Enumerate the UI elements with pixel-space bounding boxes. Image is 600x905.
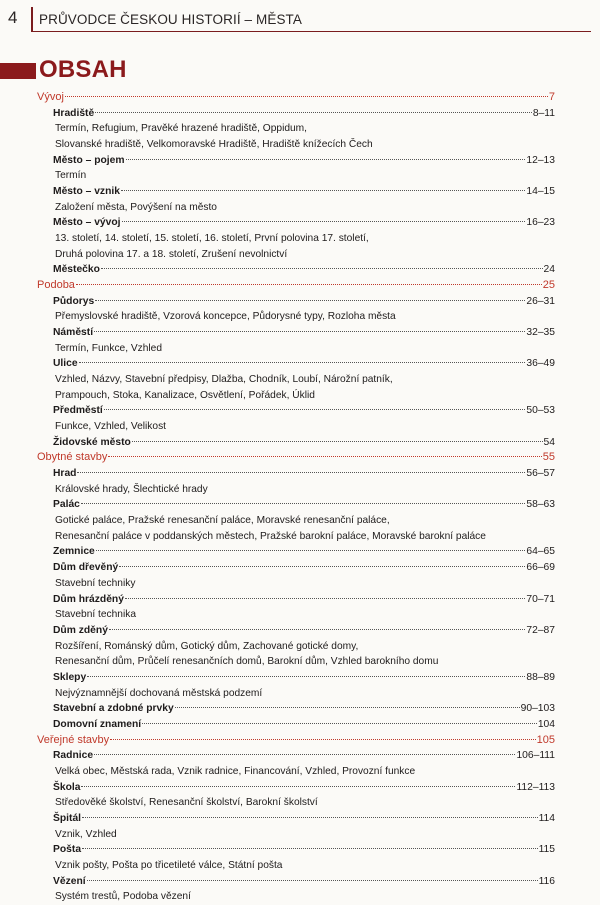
toc-page-number: 72–87 <box>526 624 555 636</box>
toc-page-number: 70–71 <box>526 593 555 605</box>
toc-subtopics: Stavební technika <box>55 609 136 621</box>
header-rule <box>31 31 591 32</box>
toc-label: Sklepy <box>53 671 87 683</box>
toc-subtopics: Gotické paláce, Pražské renesanční paláce, Moravské renesanční paláce, <box>55 515 390 527</box>
toc-entry <box>37 262 555 278</box>
toc-entry <box>37 701 555 717</box>
toc-entry <box>37 874 555 890</box>
toc-label: Radnice <box>53 750 94 762</box>
toc-page-number: 104 <box>537 718 555 730</box>
toc-label: Domovní znamení <box>53 718 142 730</box>
toc-subtopics: Nejvýznamnější dochovaná městská podzemí <box>55 687 263 699</box>
toc-label: Městečko <box>53 264 100 276</box>
header-divider <box>31 7 33 31</box>
dot-leader <box>81 786 515 787</box>
toc-entry <box>37 466 555 482</box>
toc-label: Náměstí <box>53 327 94 339</box>
toc-page-number: 24 <box>543 264 555 276</box>
dot-leader <box>82 848 538 849</box>
toc-entry <box>37 623 555 639</box>
dot-leader <box>142 723 537 724</box>
toc-page-number: 16–23 <box>526 217 555 229</box>
toc-page-number: 12–13 <box>526 154 555 166</box>
toc-label: Město – pojem <box>53 154 125 166</box>
toc-entry <box>37 325 555 341</box>
dot-leader <box>175 707 520 708</box>
toc-subtopics: Prampouch, Stoka, Kanalizace, Osvětlení, Pořádek, Úklid <box>55 389 315 401</box>
dot-leader <box>81 503 525 504</box>
toc-entry <box>37 780 555 796</box>
toc-subtopics: Vznik pošty, Pošta po třicetileté válce, Státní pošta <box>55 859 283 871</box>
toc-subtopics: Termín, Refugium, Pravěké hrazené hradiště, Oppidum, <box>55 123 307 135</box>
toc-subtopics: Vznik, Vzhled <box>55 828 117 840</box>
dot-leader <box>82 817 538 818</box>
toc-page-number: 50–53 <box>526 405 555 417</box>
dot-leader <box>95 300 525 301</box>
dot-leader <box>65 96 548 97</box>
title-accent-block <box>0 63 36 79</box>
toc-subtopics: Velká obec, Městská rada, Vznik radnice, Financování, Vzhled, Provozní funkce <box>55 765 416 777</box>
toc-page-number: 14–15 <box>526 186 555 198</box>
toc-page-number: 114 <box>538 812 555 824</box>
toc-label: Pošta <box>53 844 82 856</box>
toc-label: Dům dřevěný <box>53 562 119 574</box>
toc-subtopics: Rozšíření, Románský dům, Gotický dům, Zachované gotické domy, <box>55 640 359 652</box>
page-title: OBSAH <box>39 56 127 83</box>
toc-label: Podoba <box>37 279 75 292</box>
toc-subtopics: Systém trestů, Podoba vězení <box>55 891 191 903</box>
dot-leader <box>132 441 543 442</box>
toc-entry <box>37 592 555 608</box>
toc-label: Vězení <box>53 875 86 887</box>
toc-subtopics: Renesanční paláce v poddanských městech, Pražské barokní paláce, Moravské barokní paláce <box>55 530 486 542</box>
toc-entry <box>37 184 555 200</box>
toc-label: Palác <box>53 499 80 511</box>
toc-page-number: 54 <box>543 436 555 448</box>
toc-entry <box>37 215 555 231</box>
dot-leader <box>76 284 542 285</box>
toc-subtopics: Přemyslovské hradiště, Vzorová koncepce, Půdorysné typy, Rozloha města <box>55 311 396 323</box>
toc-label: Zemnice <box>53 546 95 558</box>
toc-entry <box>37 748 555 764</box>
dot-leader <box>95 112 532 113</box>
toc-entry <box>37 670 555 686</box>
toc-page-number: 64–65 <box>526 546 555 558</box>
toc-page-number: 90–103 <box>520 703 555 715</box>
dot-leader <box>87 880 538 881</box>
toc-subtopics: Termín <box>55 170 87 182</box>
toc-page-number: 106–111 <box>516 750 555 762</box>
toc-label: Hrad <box>53 468 77 480</box>
toc-subtopics: Vzhled, Názvy, Stavební předpisy, Dlažba, Chodník, Loubí, Nárožní patník, <box>55 374 393 386</box>
toc-entry <box>37 403 555 419</box>
toc-page-number: 88–89 <box>526 671 555 683</box>
dot-leader <box>104 409 526 410</box>
toc-entry <box>37 356 555 372</box>
toc-subtopics: Středověké školství, Renesanční školství, Barokní školství <box>55 797 318 809</box>
running-title: PRŮVODCE ČESKOU HISTORIÍ – MĚSTA <box>39 12 302 27</box>
toc-entry <box>37 842 555 858</box>
dot-leader <box>87 676 525 677</box>
toc-label: Dům zděný <box>53 624 108 636</box>
toc-entry <box>37 811 555 827</box>
toc-page-number: 56–57 <box>526 468 555 480</box>
toc-entry <box>37 560 555 576</box>
toc-subtopics: 13. století, 14. století, 15. století, 16. století, První polovina 17. století, <box>55 233 369 245</box>
toc-entry <box>37 717 555 733</box>
dot-leader <box>126 159 526 160</box>
toc-subtopics: Stavební techniky <box>55 577 136 589</box>
toc-entry <box>37 294 555 310</box>
toc-page-number: 7 <box>548 91 555 103</box>
toc-entry <box>37 435 555 451</box>
toc-subtopics: Slovanské hradiště, Velkomoravské Hradiště, Hradiště knížecích Čech <box>55 139 373 151</box>
dot-leader <box>125 598 525 599</box>
toc-label: Půdorys <box>53 295 95 307</box>
toc-page-number: 66–69 <box>526 562 555 574</box>
table-of-contents <box>37 90 555 905</box>
toc-label: Veřejné stavby <box>37 733 110 746</box>
dot-leader <box>94 754 515 755</box>
toc-page-number: 25 <box>542 279 555 292</box>
toc-label: Ulice <box>53 358 78 370</box>
toc-entry <box>37 106 555 122</box>
toc-subtopics: Renesanční dům, Průčelí renesančních domů, Barokní dům, Vzhled barokního domu <box>55 656 439 668</box>
dot-leader <box>122 221 526 222</box>
toc-entry <box>37 153 555 169</box>
toc-subtopics: Termín, Funkce, Vzhled <box>55 342 163 354</box>
dot-leader <box>119 566 525 567</box>
page-number: 4 <box>8 8 18 27</box>
toc-entry <box>37 544 555 560</box>
toc-section <box>37 90 555 106</box>
dot-leader <box>110 739 535 740</box>
dot-leader <box>79 362 526 363</box>
toc-label: Dům hrázděný <box>53 593 124 605</box>
dot-leader <box>94 331 525 332</box>
toc-page-number: 105 <box>536 733 555 746</box>
toc-section <box>37 733 555 749</box>
toc-label: Předměstí <box>53 405 103 417</box>
toc-label: Město – vývoj <box>53 217 121 229</box>
toc-page-number: 58–63 <box>526 499 555 511</box>
toc-page-number: 8–11 <box>532 107 555 119</box>
toc-section <box>37 278 555 294</box>
toc-subtopics: Funkce, Vzhled, Velikost <box>55 421 166 433</box>
dot-leader <box>77 472 525 473</box>
toc-label: Obytné stavby <box>37 451 108 464</box>
toc-label: Židovské město <box>53 436 131 448</box>
toc-label: Špitál <box>53 812 82 824</box>
toc-subtopics: Královské hrady, Šlechtické hrady <box>55 483 208 495</box>
toc-label: Vývoj <box>37 91 64 103</box>
toc-page-number: 32–35 <box>526 327 555 339</box>
toc-subtopics: Druhá polovina 17. a 18. století, Zrušení nevolnictví <box>55 248 288 260</box>
dot-leader <box>101 268 543 269</box>
toc-label: Stavební a zdobné prvky <box>53 703 174 715</box>
toc-section <box>37 450 555 466</box>
dot-leader <box>96 550 526 551</box>
toc-page-number: 36–49 <box>526 358 555 370</box>
running-header <box>0 5 600 33</box>
toc-page-number: 116 <box>538 875 555 887</box>
dot-leader <box>121 190 525 191</box>
toc-page-number: 112–113 <box>516 781 555 793</box>
toc-label: Město – vznik <box>53 186 120 198</box>
toc-label: Hradiště <box>53 107 95 119</box>
toc-subtopics: Založení města, Povýšení na město <box>55 201 217 213</box>
dot-leader <box>108 456 541 457</box>
toc-page-number: 55 <box>542 451 555 464</box>
dot-leader <box>109 629 525 630</box>
toc-entry <box>37 497 555 513</box>
toc-page-number: 26–31 <box>526 295 555 307</box>
toc-label: Škola <box>53 781 81 793</box>
toc-page-number: 115 <box>538 844 555 856</box>
